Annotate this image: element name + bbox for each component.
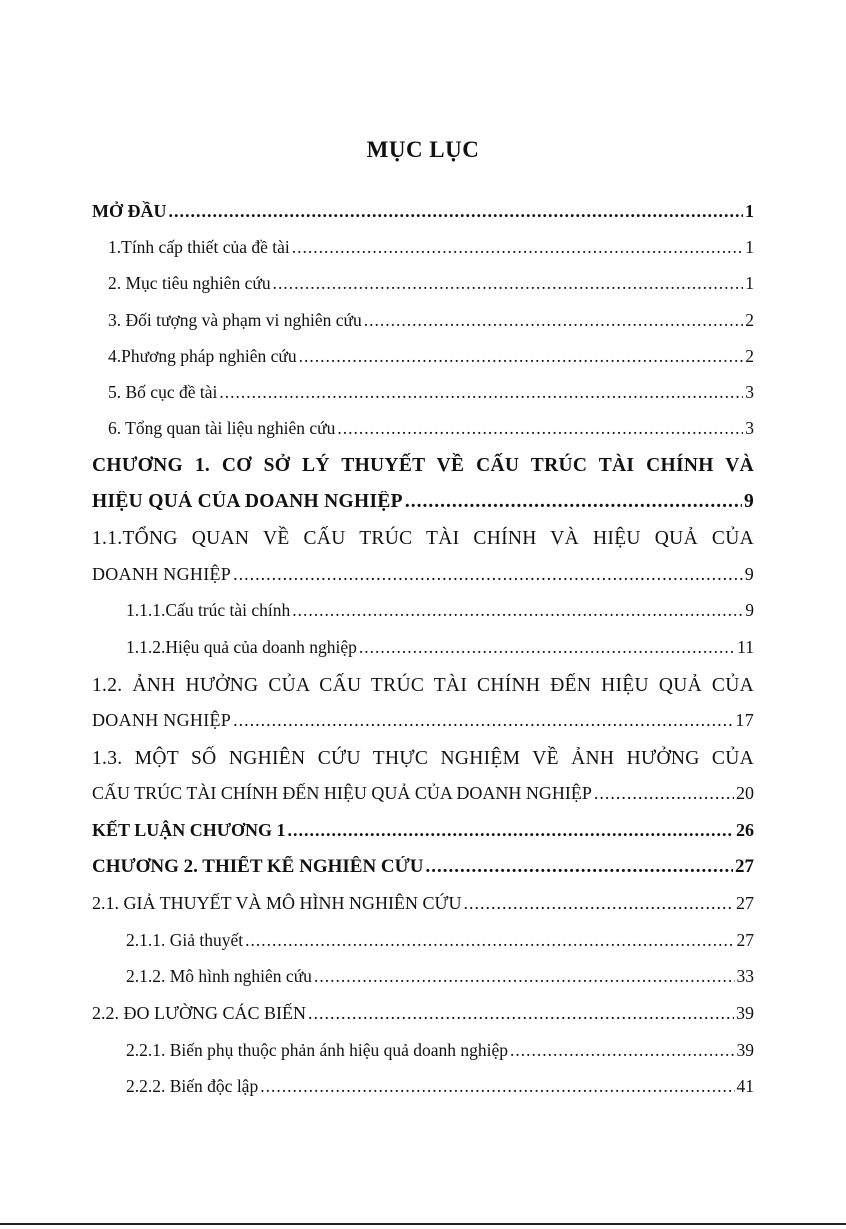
toc-entry-chapter-1[interactable]: [92, 448, 754, 484]
toc-entry[interactable]: [126, 966, 754, 987]
toc-entry-page: 27: [735, 856, 754, 877]
toc-entry-page: 27: [736, 930, 754, 950]
toc-entry-label: 1.1.2.Hiệu quả của doanh nghiệp: [126, 637, 357, 657]
toc-entry-line1: 1.1.TỔNG QUAN VỀ CẤU TRÚC TÀI CHÍNH VÀ HIỆU QUẢ CỦA: [92, 528, 754, 549]
toc-entry-label: 4.Phương pháp nghiên cứu: [108, 346, 297, 366]
toc-entry-label: 1.1.1.Cấu trúc tài chính: [126, 600, 291, 620]
dot-leader: [426, 856, 734, 878]
toc-entry-section-1-1-cont[interactable]: [92, 564, 754, 585]
toc-entry[interactable]: [126, 637, 754, 658]
dot-leader: [273, 273, 744, 294]
toc-entry-label: CHƯƠNG 2. THIẾT KẾ NGHIÊN CỨU: [92, 856, 424, 877]
toc-entry[interactable]: [108, 310, 754, 331]
toc-entry-page: 33: [736, 966, 754, 986]
toc-entry[interactable]: [126, 1040, 754, 1061]
toc-entry-label: 2.2. ĐO LƯỜNG CÁC BIẾN: [92, 1003, 306, 1023]
toc-entry-ket-luan-1[interactable]: [92, 820, 754, 841]
page-title: MỤC LỤC: [366, 137, 480, 162]
toc-entry-label: 5. Bố cục đề tài: [108, 382, 218, 402]
toc-entry-label: CẤU TRÚC TÀI CHÍNH ĐẾN HIỆU QUẢ CỦA DOANH NGHIỆP: [92, 783, 592, 803]
dot-leader: [169, 201, 744, 222]
toc-entry-label: MỞ ĐẦU: [92, 201, 167, 221]
toc-entry-page: 17: [735, 710, 754, 730]
toc-entry-label: DOANH NGHIỆP: [92, 564, 232, 584]
toc-entry-label: 2.1. GIẢ THUYẾT VÀ MÔ HÌNH NGHIÊN CỨU: [92, 893, 462, 913]
dot-leader: [233, 710, 733, 731]
dot-leader: [337, 418, 743, 439]
toc-entry-page: 11: [737, 637, 754, 657]
dot-leader: [359, 637, 735, 658]
toc-entry-page: 27: [736, 893, 754, 913]
toc-entry[interactable]: [126, 930, 754, 951]
toc-entry[interactable]: [92, 893, 754, 914]
toc-entry-page: 3: [745, 418, 754, 438]
dot-leader: [510, 1040, 734, 1061]
toc-entry-page: 3: [745, 382, 754, 402]
toc-entry-line1: CHƯƠNG 1. CƠ SỞ LÝ THUYẾT VỀ CẤU TRÚC TÀI CHÍNH VÀ: [92, 455, 754, 476]
toc-entry[interactable]: [108, 418, 754, 439]
toc-entry-label: 2.1.2. Mô hình nghiên cứu: [126, 966, 312, 986]
dot-leader: [364, 310, 744, 331]
toc-entry-section-1-2-cont[interactable]: [92, 710, 754, 731]
dot-leader: [299, 346, 744, 367]
toc-entry-page: 9: [743, 491, 754, 512]
toc-entry-page: 2: [745, 346, 754, 366]
toc-entry-page: 1: [745, 273, 754, 293]
dot-leader: [314, 966, 735, 987]
toc-entry-page: 2: [745, 310, 754, 330]
toc-entry-page: 1: [745, 201, 754, 221]
dot-leader: [288, 820, 734, 841]
toc-entry-page: 39: [736, 1040, 754, 1060]
toc-entry-chapter-1-cont[interactable]: [92, 491, 754, 513]
toc-entry-section-1-3[interactable]: [92, 741, 754, 777]
toc-entry-label: 1.Tính cấp thiết của đề tài: [108, 237, 290, 257]
toc-entry-page: 1: [745, 237, 754, 257]
dot-leader: [405, 491, 742, 513]
toc-entry-page: 9: [745, 600, 754, 620]
toc-entry[interactable]: [108, 273, 754, 294]
toc-entry[interactable]: [108, 346, 754, 367]
toc-entry-mo-dau[interactable]: [92, 201, 754, 222]
toc-entry-section-1-2[interactable]: [92, 668, 754, 704]
dot-leader: [245, 930, 734, 951]
toc-entry-page: 41: [736, 1076, 754, 1096]
dot-leader: [233, 564, 743, 585]
toc-entry-section-1-3-cont[interactable]: [92, 783, 754, 804]
dot-leader: [292, 600, 743, 621]
toc-entry[interactable]: [92, 1003, 754, 1024]
toc-entry[interactable]: [108, 237, 754, 258]
toc-entry-label: 3. Đối tượng và phạm vi nghiên cứu: [108, 310, 362, 330]
dot-leader: [260, 1076, 734, 1097]
toc-entry-page: 26: [736, 820, 754, 840]
toc-entry-label: 2.2.2. Biến độc lập: [126, 1076, 259, 1096]
toc-entry-line1: 1.2. ẢNH HƯỞNG CỦA CẤU TRÚC TÀI CHÍNH ĐẾN HIỆU QUẢ CỦA: [92, 675, 754, 696]
dot-leader: [463, 893, 734, 914]
dot-leader: [292, 237, 744, 258]
toc-entry-label: KẾT LUẬN CHƯƠNG 1: [92, 820, 286, 840]
toc-entry-label: 6. Tổng quan tài liệu nghiên cứu: [108, 418, 336, 438]
toc-entry-page: 9: [744, 564, 754, 584]
dot-leader: [308, 1003, 734, 1024]
toc-entry-chapter-2[interactable]: [92, 856, 754, 878]
toc-entry[interactable]: [126, 600, 754, 621]
toc-entry-line1: 1.3. MỘT SỐ NGHIÊN CỨU THỰC NGHIỆM VỀ ẢNH HƯỞNG CỦA: [92, 748, 754, 769]
toc-entry-page: 20: [736, 783, 754, 803]
toc-entry-page: 39: [736, 1003, 754, 1023]
page-bottom-rule: [0, 1223, 846, 1225]
toc-entry-section-1-1[interactable]: [92, 521, 754, 557]
dot-leader: [219, 382, 743, 403]
toc-entry-label: 2.1.1. Giả thuyết: [126, 930, 244, 950]
dot-leader: [594, 783, 734, 804]
toc-entry[interactable]: [126, 1076, 754, 1097]
toc-entry[interactable]: [108, 382, 754, 403]
toc-entry-label: HIỆU QUẢ CỦA DOANH NGHIỆP: [92, 491, 403, 512]
toc-entry-label: 2. Mục tiêu nghiên cứu: [108, 273, 271, 293]
toc-entry-label: 2.2.1. Biến phụ thuộc phản ánh hiệu quả doanh nghiệp: [126, 1040, 509, 1060]
toc-entry-label: DOANH NGHIỆP: [92, 710, 232, 730]
